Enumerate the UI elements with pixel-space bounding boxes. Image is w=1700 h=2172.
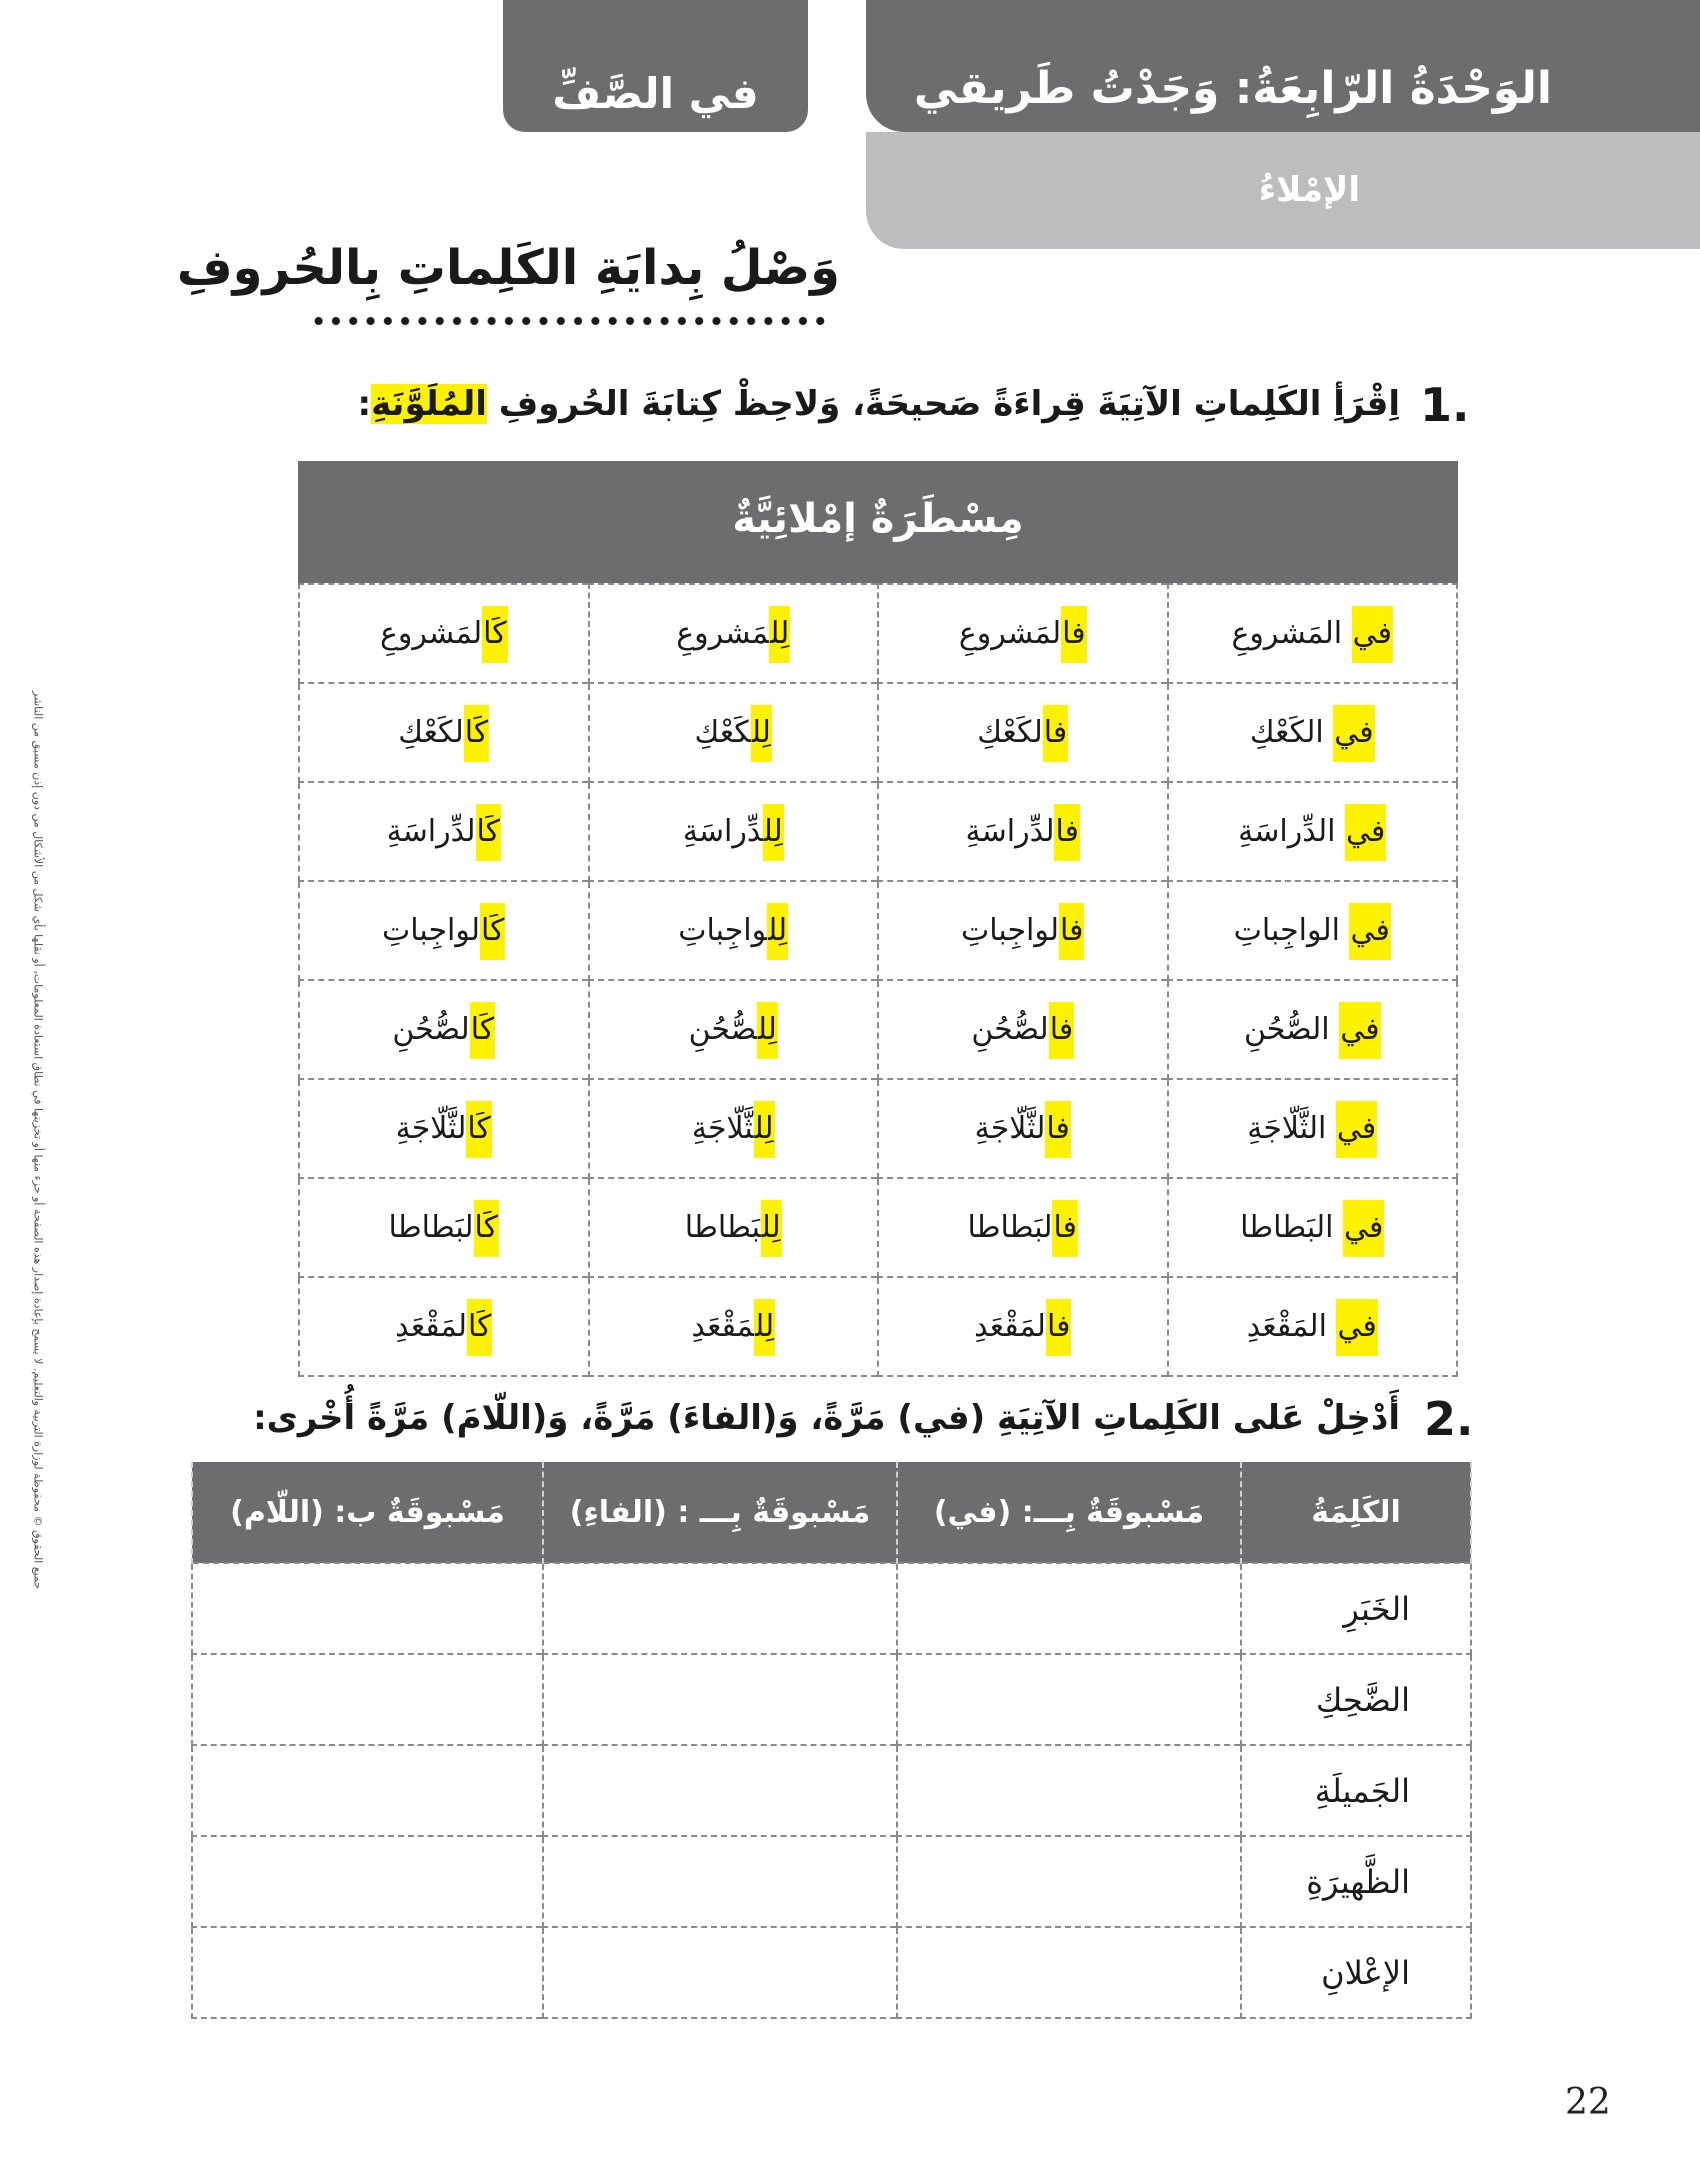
spelling-row (299, 1178, 1457, 1277)
highlighted-prefix: فا (1046, 1299, 1071, 1356)
spelling-row (299, 782, 1457, 881)
answer-cell[interactable] (543, 1836, 897, 1927)
word-remainder: لمَقْعَدِ (974, 1309, 1046, 1344)
word-remainder: الصُّحُنِ (1243, 1012, 1340, 1047)
spelling-cell (878, 1277, 1168, 1376)
word-remainder: لصُّحُنِ (392, 1012, 470, 1047)
spelling-cell (589, 1277, 879, 1376)
header-with-lam: مَسْبوقَةٌ ب: (اللّام) (192, 1462, 543, 1563)
spelling-cell (878, 782, 1168, 881)
word-remainder: لمَشروعِ (958, 616, 1062, 651)
word-remainder: لواجِباتِ (382, 913, 481, 948)
spelling-cell (1168, 782, 1458, 881)
question-2-text: أَدْخِلْ عَلى الكَلِماتِ الآتِيَةِ (في) مَرَّةً، وَ(الفاءَ) مَرَّةً، وَ(اللّامَ) مَرَّةً أُخْرى: (253, 1398, 1400, 1438)
answer-cell[interactable] (897, 1563, 1241, 1654)
header-word: الكَلِمَةُ (1241, 1462, 1471, 1563)
highlighted-prefix: لِل (754, 1101, 775, 1158)
highlighted-prefix: كَا (480, 903, 505, 960)
answer-cell[interactable] (192, 1654, 543, 1745)
word-remainder: لدِّراسَةِ (965, 814, 1055, 849)
spelling-ruler (298, 461, 1458, 1377)
header-with-faa: مَسْبوقَةٌ بِـــ : (الفاءِ) (543, 1462, 897, 1563)
highlighted-prefix: فا (1061, 606, 1086, 663)
exercise-table-header (192, 1462, 1471, 1563)
spelling-cell (1168, 584, 1458, 683)
spelling-cell (299, 980, 589, 1079)
word-remainder: لبَطاطا (388, 1210, 474, 1245)
word-remainder: لكَعْكِ (977, 715, 1043, 750)
highlighted-prefix: في (1336, 1299, 1377, 1356)
answer-cell[interactable] (543, 1563, 897, 1654)
title-dotted-underline (310, 315, 830, 327)
lesson-title: وَصْلُ بِدايَةِ الكَلِماتِ بِالحُروفِ (176, 240, 840, 296)
spelling-cell (299, 1178, 589, 1277)
exercise-row (192, 1654, 1471, 1745)
word-remainder: الواجِباتِ (1233, 913, 1350, 948)
answer-cell[interactable] (543, 1745, 897, 1836)
spelling-row (299, 683, 1457, 782)
spelling-ruler-title: مِسْطَرَةٌ إمْلائِيَّةٌ (298, 461, 1458, 583)
highlighted-prefix: لِل (754, 1299, 775, 1356)
spelling-cell (1168, 881, 1458, 980)
answer-cell[interactable] (897, 1836, 1241, 1927)
spelling-cell (299, 881, 589, 980)
copyright-note: جميع الحقوق © محفوظة لوزارة التربية والتعليم. لا يسمح بإعادة إصدار هذه الصفحة أو جزء منها أو تخزينها في نطاق استعادة المعلومات، أو نقلها بأي شكل من الأشكال من دون إذن مسبق من الناشر (31, 690, 45, 1590)
exercise-word: الجَميلَةِ (1241, 1745, 1471, 1836)
word-remainder: لثَّلّاجَةِ (395, 1111, 467, 1146)
exercise-row (192, 1563, 1471, 1654)
highlighted-prefix: لِل (761, 1200, 782, 1257)
spelling-cell (589, 584, 879, 683)
spelling-cell (589, 782, 879, 881)
spelling-row (299, 881, 1457, 980)
spelling-cell (299, 584, 589, 683)
header-with-fi: مَسْبوقَةٌ بِـــ: (في) (897, 1462, 1241, 1563)
highlighted-prefix: في (1352, 606, 1393, 663)
exercise-row (192, 1745, 1471, 1836)
word-remainder: الدِّراسَةِ (1238, 814, 1345, 849)
spelling-row (299, 980, 1457, 1079)
exercise-word: الظَّهيرَةِ (1241, 1836, 1471, 1927)
highlighted-prefix: في (1336, 1101, 1377, 1158)
unit-header (866, 0, 1700, 132)
highlighted-prefix: كَا (474, 1200, 499, 1257)
highlighted-prefix: كَا (476, 804, 501, 861)
word-remainder: صُّحُنِ (688, 1012, 757, 1047)
highlighted-prefix: في (1343, 1200, 1384, 1257)
highlighted-prefix: في (1339, 1002, 1380, 1059)
spelling-row (299, 584, 1457, 683)
answer-cell[interactable] (543, 1654, 897, 1745)
exercise-row (192, 1927, 1471, 2018)
spelling-cell (878, 881, 1168, 980)
spelling-row (299, 1277, 1457, 1376)
spelling-cell (299, 683, 589, 782)
word-remainder: لبَطاطا (967, 1210, 1053, 1245)
word-remainder: بَطاطا (684, 1210, 761, 1245)
word-remainder: لمَشروعِ (379, 616, 483, 651)
spelling-cell (1168, 683, 1458, 782)
word-remainder: لثَّلّاجَةِ (974, 1111, 1046, 1146)
spelling-cell (299, 1079, 589, 1178)
word-remainder: دِّراسَةِ (682, 814, 763, 849)
exercise-word: الإعْلانِ (1241, 1927, 1471, 2018)
highlighted-prefix: فا (1054, 804, 1079, 861)
highlighted-prefix: لِل (757, 1002, 778, 1059)
word-remainder: لصُّحُنِ (971, 1012, 1049, 1047)
word-remainder: البَطاطا (1240, 1210, 1343, 1245)
highlighted-prefix: لِل (769, 606, 790, 663)
answer-cell[interactable] (897, 1654, 1241, 1745)
spelling-cell (299, 1277, 589, 1376)
unit-title: الوَحْدَةُ الرّابِعَةُ: وَجَدْتُ طَريقي (913, 63, 1552, 114)
class-tab-label: في الصَّفِّ (552, 69, 759, 118)
word-remainder: المَقْعَدِ (1246, 1309, 1337, 1344)
highlighted-prefix: فا (1049, 1002, 1074, 1059)
exercise-row (192, 1836, 1471, 1927)
spelling-cell (878, 1178, 1168, 1277)
highlighted-prefix: لِل (751, 705, 772, 762)
highlighted-prefix: لِل (767, 903, 788, 960)
question-1-text-main: اِقْرَأِ الكَلِماتِ الآتِيَةَ قِراءَةً صَحيحَةً، وَلاحِظْ كِتابَةَ الحُروفِ (498, 384, 1400, 424)
spelling-cell (1168, 1178, 1458, 1277)
class-tab (503, 0, 808, 132)
exercise-table-grid (191, 1462, 1472, 2019)
page-number: 22 (1565, 2082, 1611, 2123)
question-1-number: 1. (1420, 378, 1470, 432)
question-1-text (357, 384, 1400, 424)
highlighted-prefix: في (1333, 705, 1374, 762)
spelling-cell (878, 980, 1168, 1079)
highlighted-prefix: لِل (763, 804, 784, 861)
spelling-cell (878, 1079, 1168, 1178)
word-remainder: لمَقْعَدِ (395, 1309, 467, 1344)
highlighted-prefix: في (1349, 903, 1390, 960)
word-remainder: مَقْعَدِ (691, 1309, 755, 1344)
spelling-cell (878, 683, 1168, 782)
spelling-cell (589, 1079, 879, 1178)
word-remainder: لكَعْكِ (398, 715, 464, 750)
spelling-row (299, 1079, 1457, 1178)
question-1-highlight: المُلَوَّنَةِ (371, 384, 487, 424)
word-remainder: الكَعْكِ (1249, 715, 1334, 750)
spelling-cell (1168, 980, 1458, 1079)
highlighted-prefix: كَا (466, 1101, 491, 1158)
spelling-cell (1168, 1277, 1458, 1376)
word-remainder: واجِباتِ (678, 913, 768, 948)
highlighted-prefix: كَا (467, 1299, 492, 1356)
exercise-table (191, 1462, 1472, 2019)
word-remainder: الثَّلّاجَةِ (1247, 1111, 1336, 1146)
highlighted-prefix: فا (1043, 705, 1068, 762)
spelling-cell (589, 980, 879, 1079)
section-label: الإمْلاءُ (1258, 170, 1360, 210)
question-1-colon: : (357, 384, 372, 424)
spelling-cell (589, 1178, 879, 1277)
spelling-ruler-table (298, 583, 1458, 1377)
answer-cell[interactable] (192, 1836, 543, 1927)
word-remainder: مَشروعِ (676, 616, 770, 651)
section-banner (866, 132, 1700, 249)
spelling-cell (589, 881, 879, 980)
spelling-cell (1168, 1079, 1458, 1178)
spelling-cell (299, 782, 589, 881)
highlighted-prefix: فا (1045, 1101, 1070, 1158)
highlighted-prefix: في (1345, 804, 1386, 861)
question-2-number: 2. (1424, 1392, 1474, 1446)
spelling-cell (589, 683, 879, 782)
spelling-cell (878, 584, 1168, 683)
answer-cell[interactable] (897, 1927, 1241, 2018)
answer-cell[interactable] (192, 1745, 543, 1836)
highlighted-prefix: كَا (482, 606, 507, 663)
word-remainder: كَعْكِ (694, 715, 751, 750)
word-remainder: ثَّلّاجَةِ (691, 1111, 754, 1146)
word-remainder: لواجِباتِ (961, 913, 1059, 948)
answer-cell[interactable] (192, 1927, 543, 2018)
highlighted-prefix: فا (1059, 903, 1084, 960)
word-remainder: المَشروعِ (1231, 616, 1352, 651)
highlighted-prefix: فا (1052, 1200, 1077, 1257)
answer-cell[interactable] (543, 1927, 897, 2018)
exercise-word: الضَّحِكِ (1241, 1654, 1471, 1745)
answer-cell[interactable] (192, 1563, 543, 1654)
highlighted-prefix: كَا (470, 1002, 495, 1059)
word-remainder: لدِّراسَةِ (386, 814, 476, 849)
exercise-word: الخَبَرِ (1241, 1563, 1471, 1654)
answer-cell[interactable] (897, 1745, 1241, 1836)
highlighted-prefix: كَا (464, 705, 489, 762)
